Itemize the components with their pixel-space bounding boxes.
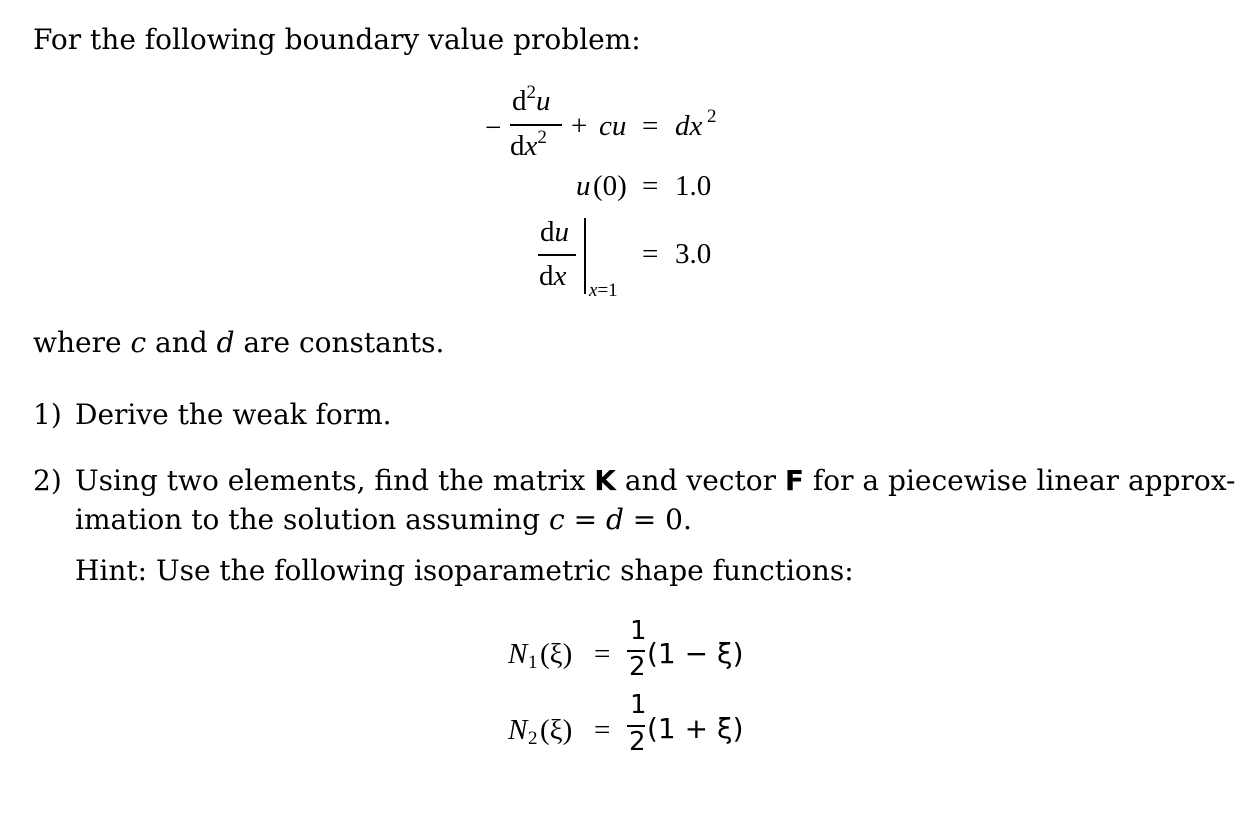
n2-symbol: N <box>508 714 528 746</box>
evaluation-subscript: x=1 <box>589 280 618 301</box>
n2-frac-numerator: 1 <box>630 690 647 720</box>
n1-frac-denominator: 2 <box>629 652 646 682</box>
item-2-number: 2) <box>33 464 62 497</box>
hint-text: Hint: Use the following isoparametric shape functions: <box>75 554 854 587</box>
equals-1: = <box>642 110 659 142</box>
frac1-numerator: $d^2u$ <box>512 82 551 117</box>
item-1-number: 1) <box>33 398 62 431</box>
item-1-text: Derive the weak form. <box>75 398 392 431</box>
n2-rhs: (1 + ξ) <box>647 712 744 745</box>
evaluation-bar <box>584 218 586 294</box>
n2-subscript: 2 <box>528 728 538 749</box>
frac2-bar <box>538 254 576 256</box>
frac2-denominator: dx <box>539 260 567 292</box>
where-line: where c and d are constants. <box>33 326 445 359</box>
frac1-denominator: $dx^2$ <box>510 127 547 162</box>
n2-frac-denominator: 2 <box>629 727 646 757</box>
equals-2: = <box>642 170 659 202</box>
n2-argument: (ξ) <box>540 714 573 746</box>
n1-symbol: N <box>508 638 528 670</box>
bc2-value: 3.0 <box>675 238 712 270</box>
n1-frac-numerator: 1 <box>630 616 647 646</box>
item-2-line-1: Using two elements, find the matrix K and vector F for a piecewise linear approx- <box>75 464 1236 497</box>
intro-text: For the following boundary value problem: <box>33 23 641 56</box>
n2-equals: = <box>594 714 611 746</box>
bc1-arg: (0) <box>593 170 627 202</box>
item-2-line-2: imation to the solution assuming c = d = 0. <box>75 503 692 536</box>
n1-argument: (ξ) <box>540 638 573 670</box>
rhs-exponent: 2 <box>707 106 717 127</box>
minus-sign: − <box>485 112 502 144</box>
bc1-value: 1.0 <box>675 170 712 202</box>
n1-subscript: 1 <box>528 652 538 673</box>
frac1-bar <box>510 124 562 126</box>
n1-rhs: (1 − ξ) <box>647 637 744 670</box>
equals-3: = <box>642 238 659 270</box>
plus-sign: + <box>571 110 588 142</box>
cu-term: cu <box>599 110 627 142</box>
n1-equals: = <box>594 638 611 670</box>
rhs-dx: dx <box>675 110 703 142</box>
frac2-numerator: du <box>540 216 569 248</box>
bc1-u: u <box>576 170 591 202</box>
